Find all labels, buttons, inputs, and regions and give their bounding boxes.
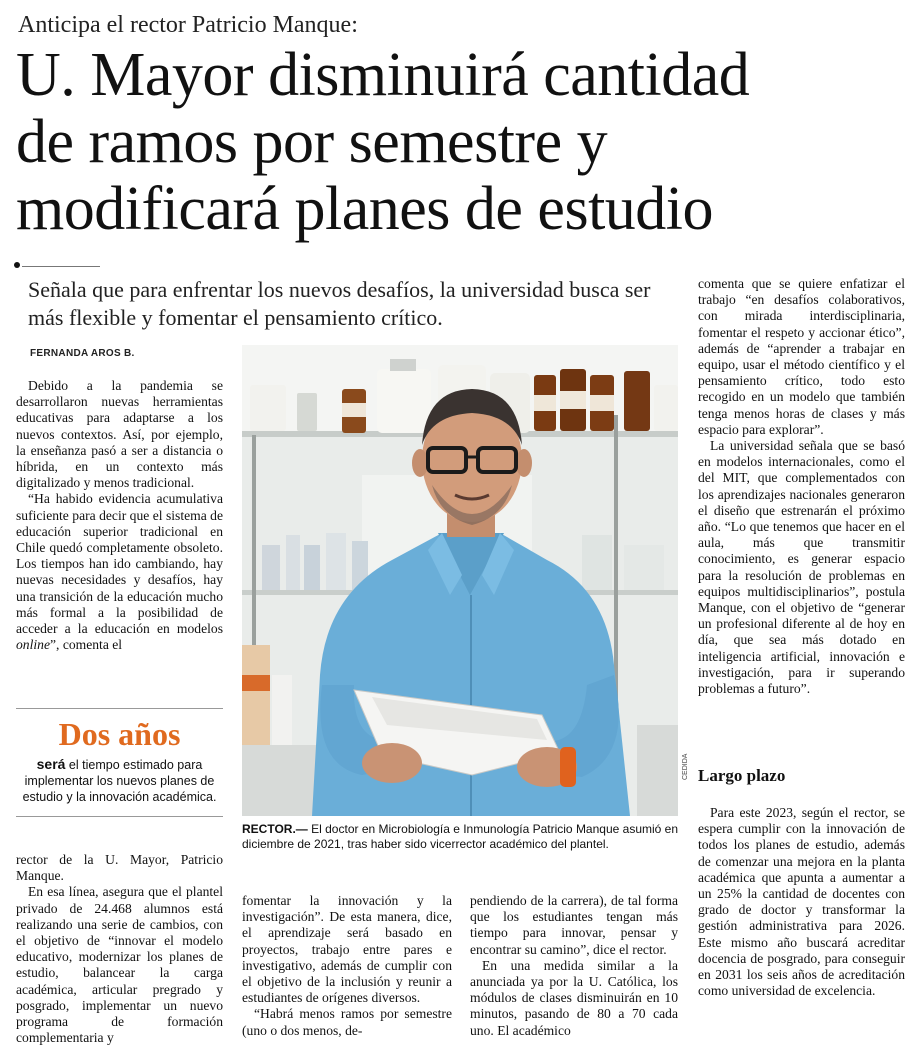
box-bottom-rule: [16, 816, 223, 817]
photo-credit: CEDIDA: [682, 753, 689, 780]
emphasis: online: [16, 637, 50, 653]
column-right-bottom: [698, 805, 905, 999]
rule-dot: [14, 262, 20, 268]
column-1-bottom: [16, 852, 223, 1046]
paragraph: pendiendo de la carrera), de tal forma que los estudiantes tengan más tiempo para innovar, pensar y encontrar su camino”, dice el rector.: [470, 893, 678, 957]
highlight-box-body: el tiempo estimado para implementar los nuevos planes de estudio y la innovación académica.: [22, 758, 217, 804]
deck: Señala que para enfrentar los nuevos desafíos, la universidad busca ser más flexible y fomentar el pensamiento crítico.: [28, 277, 651, 330]
highlight-box-bold: será: [36, 756, 66, 772]
caption-label: RECTOR.—: [242, 822, 308, 836]
text: ”, comenta el: [49, 637, 123, 653]
paragraph: En esa línea, asegura que el plantel privado de 24.468 alumnos está realizando una serie de cambios, con el objetivo de “innovar el modelo educativo, modernizar los planes de estudio, balancear la carga académica, articular pregrado y posgrado, implementar un nuevo programa de formación complementaria y: [16, 884, 223, 1046]
highlight-box-text: [16, 756, 223, 805]
column-2-bottom: [242, 893, 452, 1039]
byline: FERNANDA AROS B.: [30, 348, 135, 359]
paragraph: comenta que se quiere enfatizar el trabajo “en desafíos colaborativos, con mirada interdisciplinaria, fomentar el respeto y accionar ético”, además de “aprender a trabajar en equipo, usar el método científico y el pensamiento crítico, todo esto recogido en un modelo que también tenga menos horas de clases y más espacio para explorar”.: [698, 276, 905, 437]
paragraph: Debido a la pandemia se desarrollaron nuevas herramientas educativas para adaptarse a los nuevos contextos. Así, por ejemplo, la enseñanza pasó a ser a distancia o híbrida, en un contexto más digitalizado y menos tradicional.: [16, 378, 223, 491]
column-right: [698, 276, 905, 697]
paragraph: La universidad señala que se basó en modelos internacionales, como el del MIT, que complementados con los aprendizajes nacionales generaron el diseño que estrenarán el próximo año. “Lo que tenemos que hacer en el aula, más que transmitir conocimiento, es generar espacio para la resolución de problemas en equipos multidisciplinarios”, postula Manque, con el objetivo de “generar un profesional diferente al de hoy en día, que sea más dotado en inteligencia artificial, innovación e investigación, para ir superando problemas a futuro”.: [698, 438, 905, 697]
highlight-box-title: Dos años: [58, 716, 181, 752]
kicker: Anticipa el rector Patricio Manque:: [18, 12, 358, 38]
paragraph: Para este 2023, según el rector, se espera cumplir con la innovación de todos los planes de estudio, además de comenzar una mejora en la planta académica que apunta a aumentar a un 25% la cantidad de docentes con grado de doctor y transformar la gestión administrativa para 2026. Este mismo año buscará acreditar docencia de posgrado, para conseguir en 2031 los seis años de acreditación como universidad de excelencia.: [698, 805, 905, 999]
paragraph: fomentar la innovación y la investigación”. De esta manera, dice, el aprendizaje será basado en proyectos, trabajo entre pares e investigativo, además de cumplir con el objetivo de la inclusión y reunir a estudiantes de orígenes diversos.: [242, 893, 452, 1006]
box-top-rule: [16, 708, 223, 709]
headline-line-3: modificará planes de estudio: [16, 175, 714, 243]
rector-photo: [242, 345, 678, 816]
photo-caption: [242, 822, 682, 852]
paragraph: En una medida similar a la anunciada ya por la U. Católica, los módulos de clases disminuirán en 10 minutos, pasando de 80 a 70 cada uno. El académico: [470, 957, 678, 1038]
headline-line-1: U. Mayor disminuirá cantidad: [16, 41, 750, 109]
column-3-bottom: [470, 893, 678, 1039]
text: “Ha habido evidencia acumulativa suficiente para decir que el sistema de educación superior tradicional en Chile quedó completamente obsoleto. Los tiempos han ido cambiando, hay nuevas necesidades y desafíos, hay una transición de la educación mucho más formal a la posibilidad de acceder a la educación en modelos: [16, 491, 223, 637]
paragraph: rector de la U. Mayor, Patricio Manque.: [16, 852, 223, 884]
paragraph: “Habrá menos ramos por semestre (uno o dos menos, de-: [242, 1006, 452, 1038]
column-1-top: [16, 378, 223, 653]
headline: [16, 42, 906, 243]
subhead: Largo plazo: [698, 766, 786, 785]
headline-line-2: de ramos por semestre y: [16, 108, 608, 176]
caption-text: El doctor en Microbiología e Inmunología Patricio Manque asumió en diciembre de 2021, tras haber sido vicerrector académico del plantel.: [242, 822, 679, 851]
rule-line: [22, 266, 100, 267]
paragraph: [16, 491, 223, 653]
